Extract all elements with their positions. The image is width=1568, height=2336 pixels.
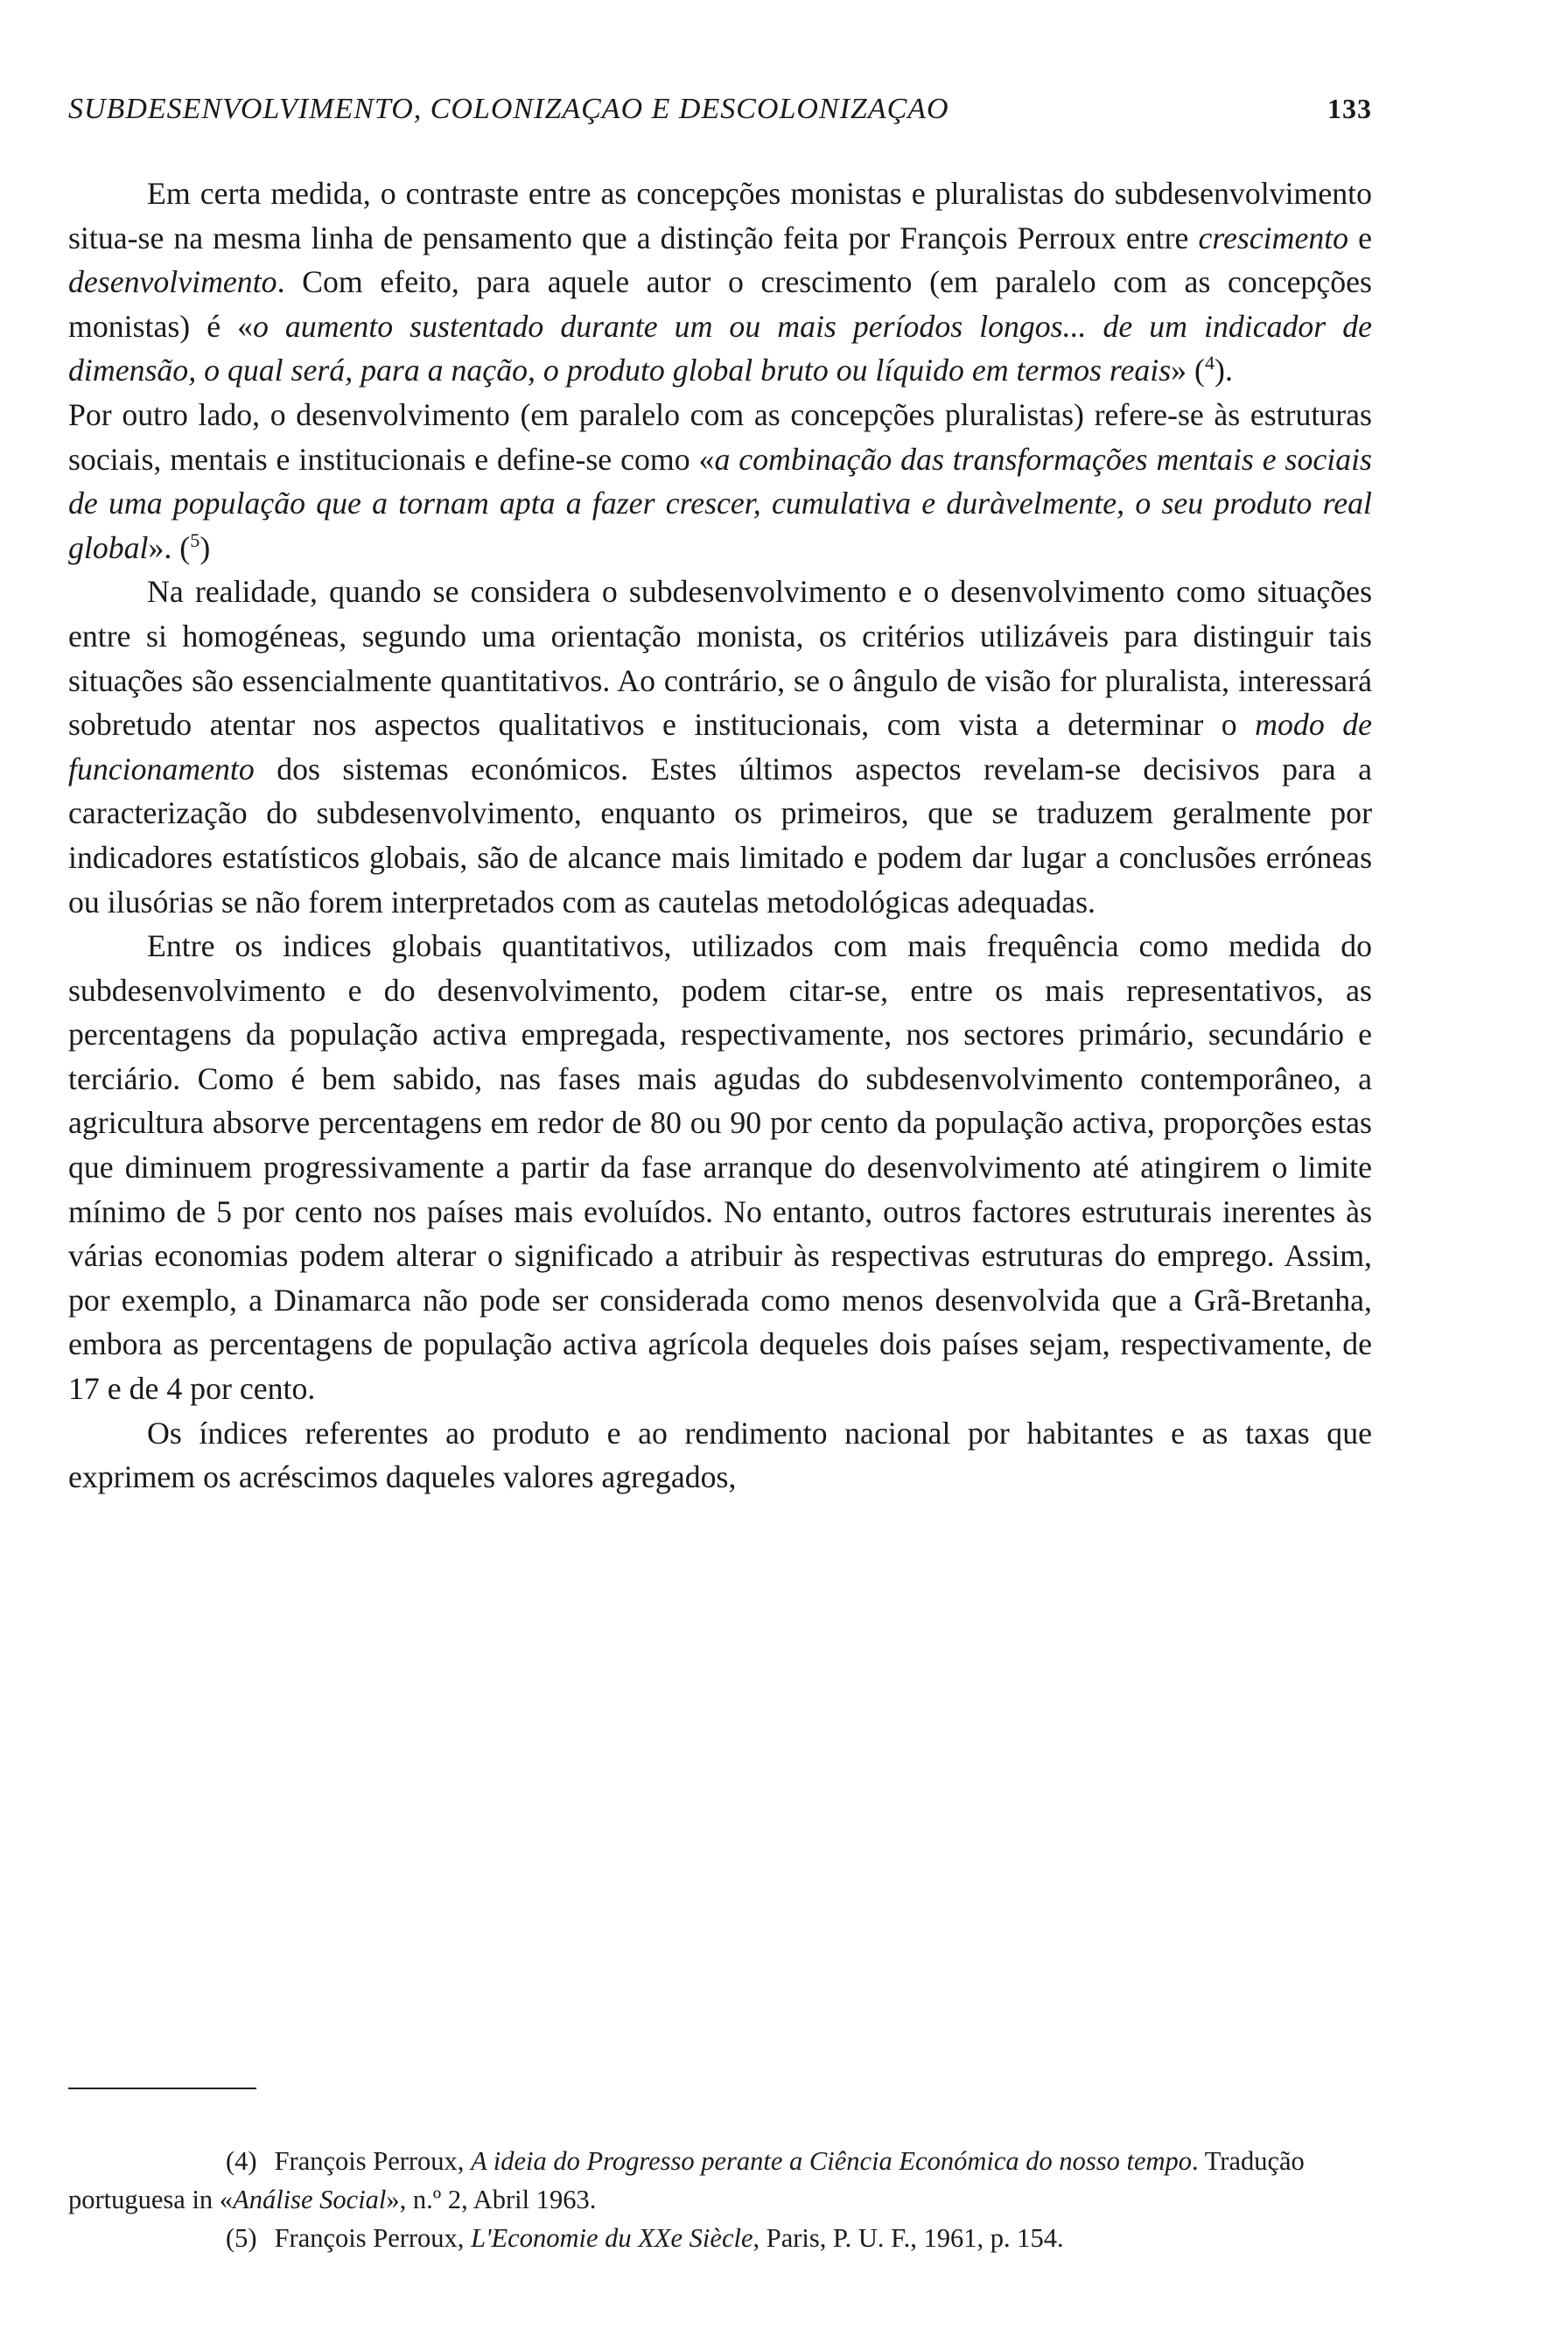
footnote-reference: 5	[190, 528, 200, 551]
text-run: ).	[1214, 353, 1233, 388]
paragraph	[68, 924, 1372, 1411]
text-run: Em certa medida, o contraste entre as concepções monistas e pluralistas do subdesenvolvimento situa-se na mesma linha de pensamento que a distinção feita por François Perroux entre	[68, 176, 1372, 255]
footnote-reference: 4	[1204, 352, 1215, 374]
body-text	[68, 171, 1372, 1500]
paragraph	[68, 570, 1372, 924]
running-header	[68, 93, 1372, 131]
text-run: e	[1348, 220, 1373, 255]
paragraph	[68, 1411, 1372, 1500]
footnote-mark: (5)	[226, 2223, 257, 2253]
text-run: François Perroux,	[274, 2223, 472, 2253]
page-number: 133	[1327, 93, 1372, 124]
text-run: . Com efeito, para aquele autor o crescimento (em paralelo com as concepções monistas) é «	[68, 264, 1372, 344]
text-run: » (	[1171, 353, 1205, 388]
text-run: . Tradução portuguesa in «	[68, 2146, 1305, 2214]
paragraph	[68, 393, 1372, 570]
italic-text: Análise Social	[233, 2185, 387, 2214]
italic-text: modo de funcionamento	[68, 707, 1372, 787]
footnote	[68, 2219, 1372, 2257]
italic-text: crescimento	[1198, 220, 1349, 255]
italic-text: A ideia do Progresso perante a Ciência Económica do nosso tempo	[471, 2146, 1193, 2176]
text-run: », n.º 2, Abril 1963.	[386, 2185, 597, 2214]
footnote-separator	[68, 2088, 256, 2089]
italic-text: a combinação das transformações mentais e sociais de uma população que a tornam apta a fazer crescer, cumulativa e duràvelmente, o seu produto real global	[68, 441, 1372, 565]
text-run: ». (	[148, 529, 191, 565]
text-run: , Paris, P. U. F., 1961, p. 154.	[752, 2223, 1064, 2253]
italic-text: desenvolvimento	[68, 264, 277, 300]
text-run: Na realidade, quando se considera o subdesenvolvimento e o desenvolvimento como situações entre si homogéneas, segundo uma orientação monista, os critérios utilizáveis para distinguir tais situações são essencialmente quantitativos. Ao contrário, se o ângulo de visão for pluralista, interessará sobretudo atentar nos aspectos qualitativos e institucionais, com vista a determinar o	[68, 574, 1372, 743]
book-page	[68, 0, 1372, 2336]
text-run: )	[200, 529, 211, 565]
text-run: dos sistemas económicos. Estes últimos aspectos revelam-se decisivos para a caracterização do subdesenvolvimento, enquanto os primeiros, que se traduzem geralmente por indicadores estatísticos globais, são de alcance mais limitado e podem dar lugar a conclusões erróneas ou ilusórias se não forem interpretados com as cautelas metodológicas adequadas.	[68, 751, 1372, 920]
text-run: Entre os indices globais quantitativos, utilizados com mais frequência como medida do subdesenvolvimento e do desenvolvimento, podem citar-se, entre os mais representativos, as percentagens da população activa empregada, respectivamente, nos sectores primário, secundário e terciário. Como é bem sabido, nas fases mais agudas do subdesenvolvimento contemporâneo, a agricultura absorve percentagens em redor de 80 ou 90 por cento da população activa, proporções estas que diminuem progressivamente a partir da fase arranque do desenvolvimento até atingirem o limite mínimo de 5 por cento nos países mais evoluídos. No entanto, outros factores estruturais inerentes às várias economias podem alterar o significado a atribuir às respectivas estruturas do emprego. Assim, por exemplo, a Dinamarca não pode ser considerada como menos desenvolvida que a Grã-Bretanha, embora as percentagens de população activa agrícola dequeles dois países sejam, respectivamente, de 17 e de 4 por cento.	[68, 928, 1372, 1407]
text-run: Os índices referentes ao produto e ao rendimento nacional por habitantes e as taxas que exprimem os acréscimos daqueles valores agregados,	[68, 1415, 1372, 1495]
footnote-mark: (4)	[226, 2146, 257, 2176]
italic-text: o aumento sustentado durante um ou mais períodos longos... de um indicador de dimensão, o qual será, para a nação, o produto global bruto ou líquido em termos reais	[68, 308, 1372, 388]
footnotes	[68, 2142, 1372, 2257]
footnote	[68, 2142, 1372, 2219]
running-title: SUBDESENVOLVIMENTO, COLONIZAÇAO E DESCOLONIZAÇAO	[68, 93, 949, 125]
text-run: François Perroux,	[274, 2146, 472, 2176]
text-run: Por outro lado, o desenvolvimento (em paralelo com as concepções pluralistas) refere-se às estruturas sociais, mentais e institucionais e define-se como «	[68, 396, 1372, 477]
italic-text: L'Economie du XXe Siècle	[471, 2223, 753, 2253]
paragraph	[68, 171, 1372, 393]
